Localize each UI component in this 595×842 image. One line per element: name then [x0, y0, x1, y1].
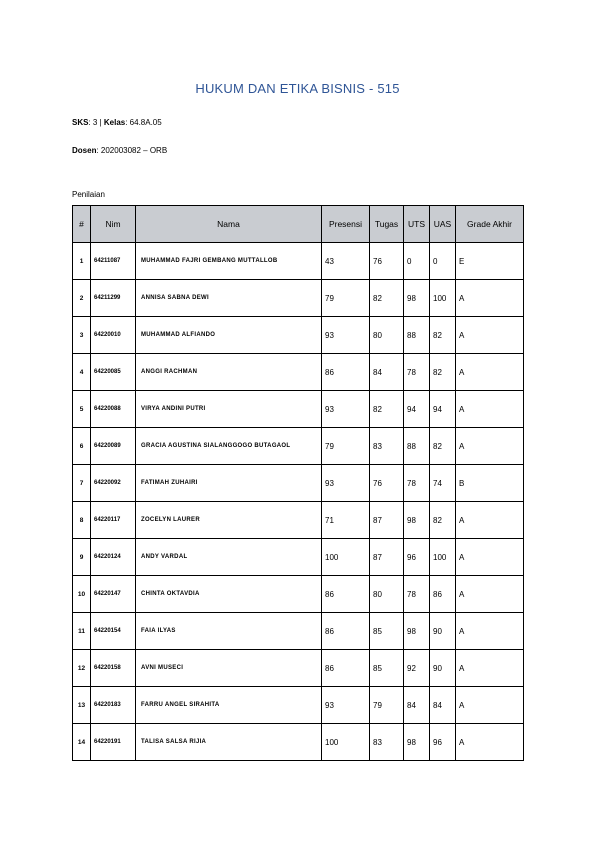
uts-cell: 98 — [404, 280, 430, 317]
nama-cell: ANDY VARDAL — [136, 539, 322, 576]
uas-cell: 74 — [430, 465, 456, 502]
grade-cell: B — [456, 465, 524, 502]
table-row — [73, 428, 524, 465]
tugas-cell: 87 — [370, 539, 404, 576]
grade-cell: A — [456, 502, 524, 539]
presensi-cell: 100 — [322, 724, 370, 761]
column-header-uas: UAS — [430, 206, 456, 243]
nim-cell: 64220158 — [91, 650, 136, 687]
row-number: 10 — [73, 576, 91, 613]
nim-cell: 64220088 — [91, 391, 136, 428]
presensi-cell: 93 — [322, 687, 370, 724]
grades-table — [72, 205, 524, 761]
table-row — [73, 243, 524, 280]
uas-cell: 82 — [430, 354, 456, 391]
tugas-cell: 84 — [370, 354, 404, 391]
row-number: 5 — [73, 391, 91, 428]
uas-cell: 100 — [430, 280, 456, 317]
nama-cell: GRACIA AGUSTINA SIALANGGOGO BUTAGAOL — [136, 428, 322, 465]
uts-cell: 84 — [404, 687, 430, 724]
tugas-cell: 83 — [370, 428, 404, 465]
uts-cell: 78 — [404, 354, 430, 391]
lecturer-info — [72, 146, 167, 155]
nama-cell: AVNI MUSECI — [136, 650, 322, 687]
nama-cell: MUHAMMAD FAJRI GEMBANG MUTTALLOB — [136, 243, 322, 280]
nama-cell: ANGGI RACHMAN — [136, 354, 322, 391]
sks-value: : 3 | — [88, 118, 104, 127]
row-number: 12 — [73, 650, 91, 687]
grade-cell: A — [456, 280, 524, 317]
uts-cell: 78 — [404, 465, 430, 502]
nama-cell: TALISA SALSA RIJIA — [136, 724, 322, 761]
uts-cell: 96 — [404, 539, 430, 576]
uts-cell: 94 — [404, 391, 430, 428]
nama-cell: FATIMAH ZUHAIRI — [136, 465, 322, 502]
grade-cell: A — [456, 650, 524, 687]
presensi-cell: 93 — [322, 391, 370, 428]
nama-cell: ZOCELYN LAURER — [136, 502, 322, 539]
grade-cell: A — [456, 613, 524, 650]
column-header-grade: Grade Akhir — [456, 206, 524, 243]
uas-cell: 90 — [430, 650, 456, 687]
kelas-label: Kelas — [103, 118, 126, 127]
dosen-label: Dosen — [72, 146, 97, 155]
tugas-cell: 85 — [370, 613, 404, 650]
nim-cell: 64220124 — [91, 539, 136, 576]
table-row — [73, 576, 524, 613]
row-number: 7 — [73, 465, 91, 502]
grade-cell: E — [456, 243, 524, 280]
uts-cell: 88 — [404, 317, 430, 354]
course-info — [72, 118, 162, 127]
tugas-cell: 85 — [370, 650, 404, 687]
nim-cell: 64220154 — [91, 613, 136, 650]
presensi-cell: 86 — [322, 650, 370, 687]
grade-cell: A — [456, 391, 524, 428]
presensi-cell: 93 — [322, 317, 370, 354]
uas-cell: 90 — [430, 613, 456, 650]
tugas-cell: 80 — [370, 576, 404, 613]
row-number: 4 — [73, 354, 91, 391]
nim-cell: 64220089 — [91, 428, 136, 465]
uas-cell: 96 — [430, 724, 456, 761]
uas-cell: 94 — [430, 391, 456, 428]
presensi-cell: 100 — [322, 539, 370, 576]
presensi-cell: 86 — [322, 613, 370, 650]
uas-cell: 100 — [430, 539, 456, 576]
nim-cell: 64220183 — [91, 687, 136, 724]
grade-cell: A — [456, 539, 524, 576]
uts-cell: 88 — [404, 428, 430, 465]
uts-cell: 92 — [404, 650, 430, 687]
uas-cell: 82 — [430, 428, 456, 465]
row-number: 11 — [73, 613, 91, 650]
nim-cell: 64220085 — [91, 354, 136, 391]
grade-cell: A — [456, 428, 524, 465]
uts-cell: 98 — [404, 724, 430, 761]
kelas-value: : 64.8A.05 — [125, 118, 162, 127]
grade-cell: A — [456, 724, 524, 761]
table-row — [73, 650, 524, 687]
nama-cell: MUHAMMAD ALFIANDO — [136, 317, 322, 354]
presensi-cell: 79 — [322, 428, 370, 465]
nama-cell: CHINTA OKTAVDIA — [136, 576, 322, 613]
tugas-cell: 82 — [370, 391, 404, 428]
column-header-tugas: Tugas — [370, 206, 404, 243]
nim-cell: 64220117 — [91, 502, 136, 539]
table-row — [73, 391, 524, 428]
uts-cell: 78 — [404, 576, 430, 613]
tugas-cell: 87 — [370, 502, 404, 539]
nama-cell: FARRU ANGEL SIRAHITA — [136, 687, 322, 724]
grade-cell: A — [456, 317, 524, 354]
presensi-cell: 86 — [322, 354, 370, 391]
uas-cell: 86 — [430, 576, 456, 613]
uas-cell: 82 — [430, 502, 456, 539]
grade-cell: A — [456, 576, 524, 613]
uas-cell: 82 — [430, 317, 456, 354]
section-label: Penilaian — [72, 190, 105, 199]
row-number: 3 — [73, 317, 91, 354]
uts-cell: 0 — [404, 243, 430, 280]
table-header-row — [73, 206, 524, 243]
table-row — [73, 724, 524, 761]
tugas-cell: 79 — [370, 687, 404, 724]
nim-cell: 64211299 — [91, 280, 136, 317]
row-number: 9 — [73, 539, 91, 576]
table-row — [73, 613, 524, 650]
row-number: 1 — [73, 243, 91, 280]
column-header-nama: Nama — [136, 206, 322, 243]
row-number: 2 — [73, 280, 91, 317]
table-body — [73, 243, 524, 761]
tugas-cell: 76 — [370, 465, 404, 502]
tugas-cell: 76 — [370, 243, 404, 280]
dosen-value: : 202003082 – ORB — [96, 146, 168, 155]
column-header-number: # — [73, 206, 91, 243]
uas-cell: 84 — [430, 687, 456, 724]
sks-label: SKS — [72, 118, 89, 127]
table-row — [73, 317, 524, 354]
nim-cell: 64220191 — [91, 724, 136, 761]
nim-cell: 64220010 — [91, 317, 136, 354]
row-number: 13 — [73, 687, 91, 724]
presensi-cell: 71 — [322, 502, 370, 539]
uts-cell: 98 — [404, 613, 430, 650]
uts-cell: 98 — [404, 502, 430, 539]
nama-cell: VIRYA ANDINI PUTRI — [136, 391, 322, 428]
row-number: 6 — [73, 428, 91, 465]
nim-cell: 64220147 — [91, 576, 136, 613]
nim-cell: 64220092 — [91, 465, 136, 502]
presensi-cell: 43 — [322, 243, 370, 280]
nama-cell: ANNISA SABNA DEWI — [136, 280, 322, 317]
column-header-uts: UTS — [404, 206, 430, 243]
table-row — [73, 280, 524, 317]
presensi-cell: 79 — [322, 280, 370, 317]
grade-cell: A — [456, 354, 524, 391]
row-number: 8 — [73, 502, 91, 539]
page-title: HUKUM DAN ETIKA BISNIS - 515 — [195, 81, 400, 96]
table-row — [73, 354, 524, 391]
tugas-cell: 83 — [370, 724, 404, 761]
nama-cell: FAIA ILYAS — [136, 613, 322, 650]
column-header-nim: Nim — [91, 206, 136, 243]
uas-cell: 0 — [430, 243, 456, 280]
presensi-cell: 93 — [322, 465, 370, 502]
grade-cell: A — [456, 687, 524, 724]
row-number: 14 — [73, 724, 91, 761]
tugas-cell: 80 — [370, 317, 404, 354]
table-row — [73, 539, 524, 576]
nim-cell: 64211087 — [91, 243, 136, 280]
table-row — [73, 687, 524, 724]
table-row — [73, 502, 524, 539]
presensi-cell: 86 — [322, 576, 370, 613]
tugas-cell: 82 — [370, 280, 404, 317]
column-header-presensi: Presensi — [322, 206, 370, 243]
table-row — [73, 465, 524, 502]
